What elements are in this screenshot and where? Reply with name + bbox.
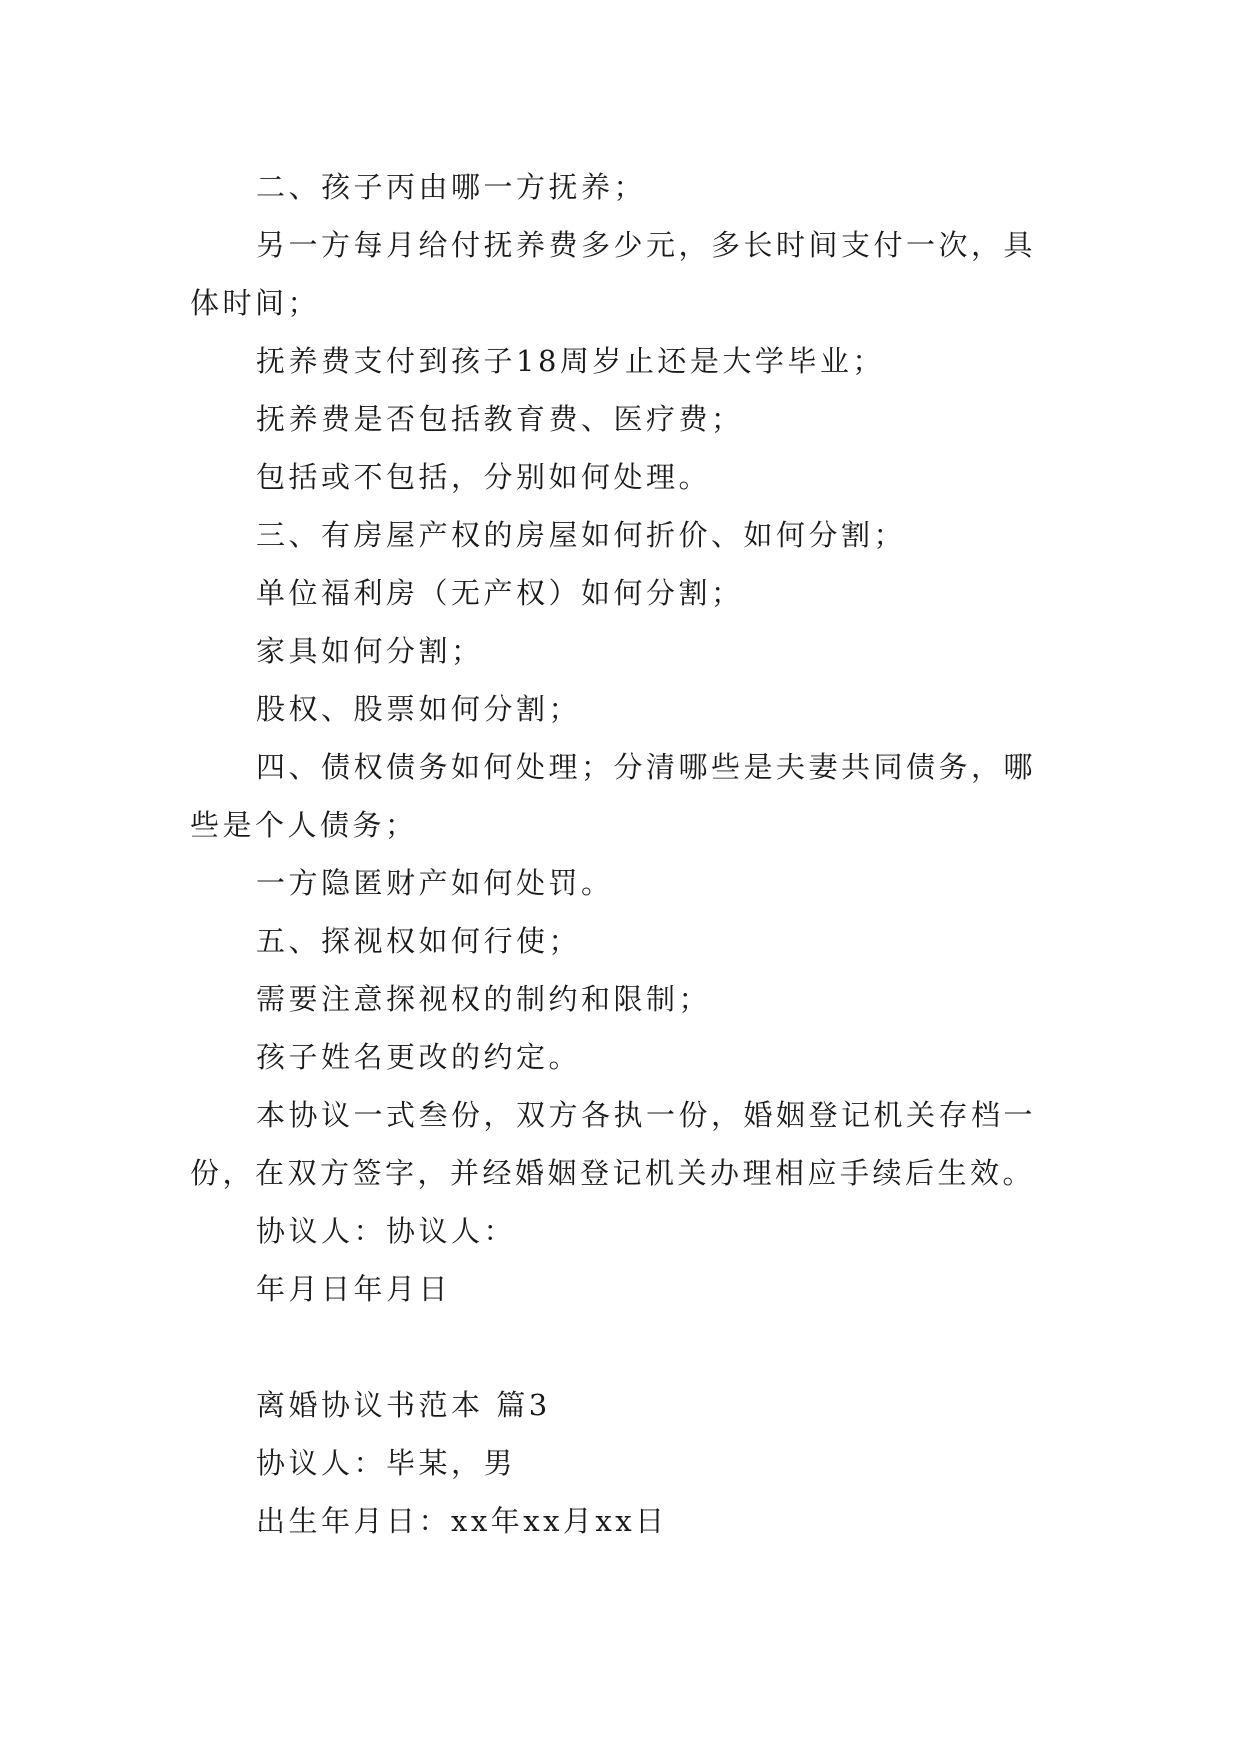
paragraph: 五、探视权如何行使；	[256, 924, 582, 958]
paragraph: 抚养费支付到孩子18周岁止还是大学毕业；	[256, 344, 885, 378]
section-gap	[190, 1318, 1050, 1376]
paragraph: 包括或不包括，分别如何处理。	[256, 460, 712, 494]
paragraph: 股权、股票如何分割；	[256, 692, 582, 726]
paragraph: 协议人：毕某，男	[256, 1446, 517, 1480]
date-line: 年月日年月日	[256, 1272, 452, 1306]
paragraph: 单位福利房（无产权）如何分割；	[256, 576, 744, 610]
paragraph: 四、债权债务如何处理；分清哪些是夫妻共同债务，哪些是个人债务；	[190, 750, 1037, 842]
paragraph: 本协议一式叁份，双方各执一份，婚姻登记机关存档一份，在双方签字，并经婚姻登记机关办理相应手续后生效。	[190, 1098, 1037, 1190]
paragraph: 家具如何分割；	[256, 634, 484, 668]
paragraph: 孩子姓名更改的约定。	[256, 1040, 582, 1074]
section-heading: 离婚协议书范本 篇3	[256, 1388, 551, 1422]
paragraph: 出生年月日：xx年xx月xx日	[256, 1504, 668, 1538]
paragraph: 需要注意探视权的制约和限制；	[256, 982, 712, 1016]
paragraph: 三、有房屋产权的房屋如何折价、如何分割；	[256, 518, 907, 552]
document-body	[190, 158, 1050, 1550]
paragraph: 抚养费是否包括教育费、医疗费；	[256, 402, 744, 436]
paragraph: 二、孩子丙由哪一方抚养；	[256, 170, 647, 204]
paragraph: 一方隐匿财产如何处罚。	[256, 866, 614, 900]
paragraph: 另一方每月给付抚养费多少元，多长时间支付一次，具体时间；	[190, 228, 1037, 320]
signature-line: 协议人：协议人：	[256, 1214, 517, 1248]
